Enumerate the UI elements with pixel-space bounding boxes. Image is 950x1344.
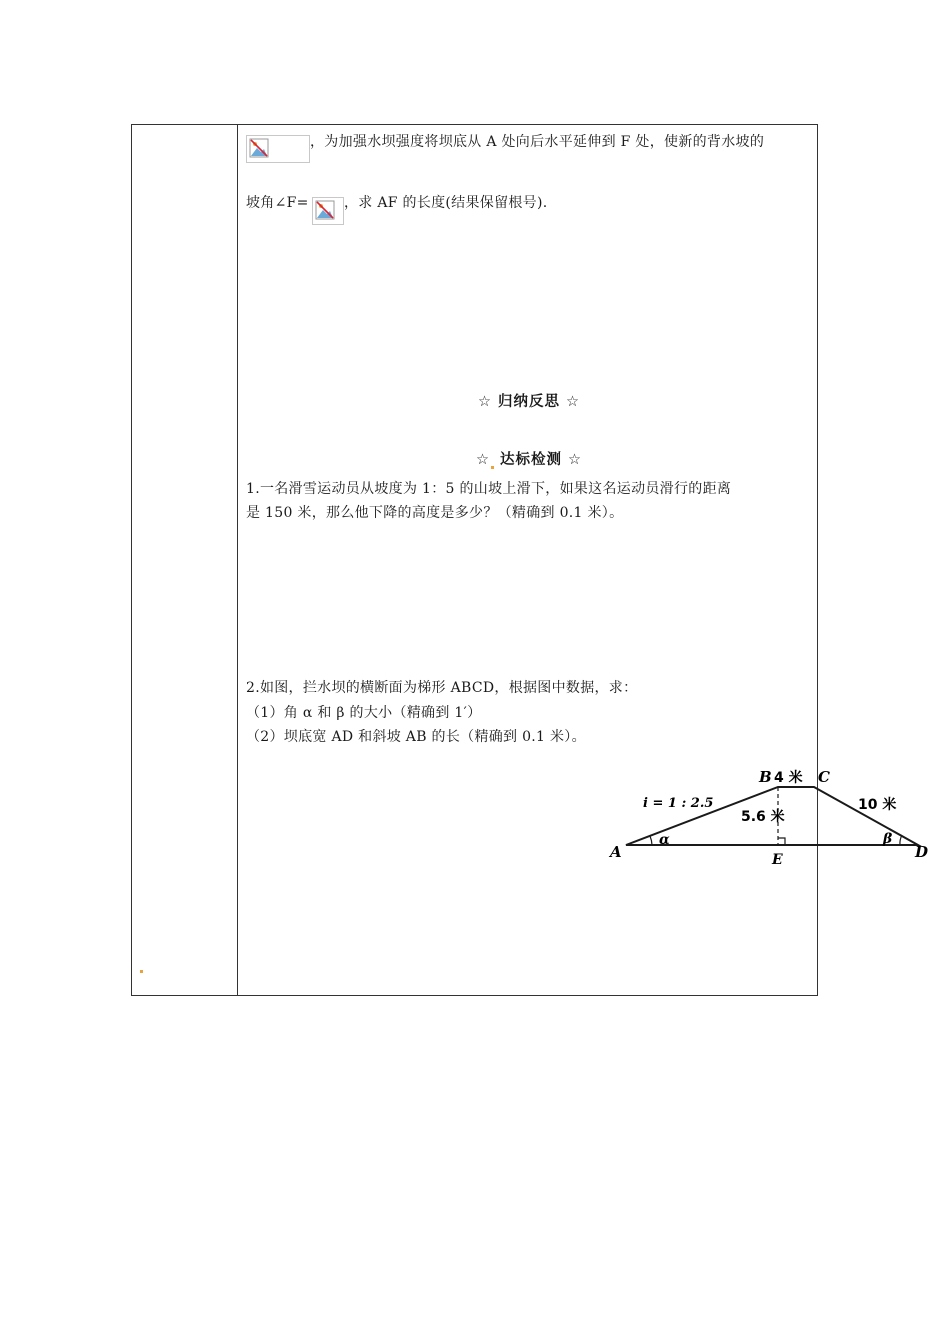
section-test-label: 达标检测 ☆: [493, 452, 583, 468]
question2-line2: （1）角 α 和 β 的大小（精确到 1′）: [246, 705, 482, 721]
label-height: 5.6 米: [741, 809, 785, 825]
label-slope-ratio: i = 1 : 2.5: [643, 796, 714, 811]
label-B: B: [759, 768, 772, 786]
beta-arc: [900, 835, 902, 845]
label-D: D: [915, 843, 929, 861]
question2-line1: 2.如图，拦水坝的横断面为梯形 ABCD，根据图中数据，求：: [246, 680, 638, 696]
right-angle-mark: [778, 838, 785, 845]
marker-dot: [140, 970, 143, 973]
alpha-arc: [650, 836, 652, 845]
label-E: E: [772, 852, 783, 868]
label-C: C: [818, 768, 830, 786]
label-right-side: 10 米: [858, 797, 897, 813]
formula-image-1: [246, 135, 310, 163]
problem-text-line2a: 坡角∠F=: [246, 195, 309, 211]
question2-line3: （2）坝底宽 AD 和斜坡 AB 的长（精确到 0.1 米）。: [246, 729, 586, 745]
section-reflection: ☆ 归纳反思 ☆: [477, 394, 581, 410]
broken-image-icon: [315, 200, 335, 220]
label-alpha: α: [659, 832, 670, 848]
formula-image-2: [312, 197, 344, 225]
content-cell: [246, 125, 929, 995]
label-top-width: 4 米: [774, 770, 803, 786]
column-divider: [237, 125, 238, 995]
problem-text-line2b: ，求 AF 的长度(结果保留根号).: [344, 195, 548, 211]
section-test: [246, 448, 812, 469]
question1-line1: 1.一名滑雪运动员从坡度为 1：5 的山坡上滑下，如果这名运动员滑行的距离: [246, 481, 732, 497]
problem-text-line1: ，为加强水坝强度将坝底从 A 处向后水平延伸到 F 处，使新的背水坡的: [310, 134, 765, 150]
star-icon: ☆: [475, 452, 490, 468]
label-A: A: [610, 843, 622, 861]
lesson-table: [131, 124, 929, 996]
trapezoid-figure: [596, 765, 929, 880]
question1-line2: 是 150 米，那么他下降的高度是多少？（精确到 0.1 米）。: [246, 505, 624, 521]
broken-image-icon: [249, 138, 269, 158]
label-beta: β: [883, 831, 893, 847]
